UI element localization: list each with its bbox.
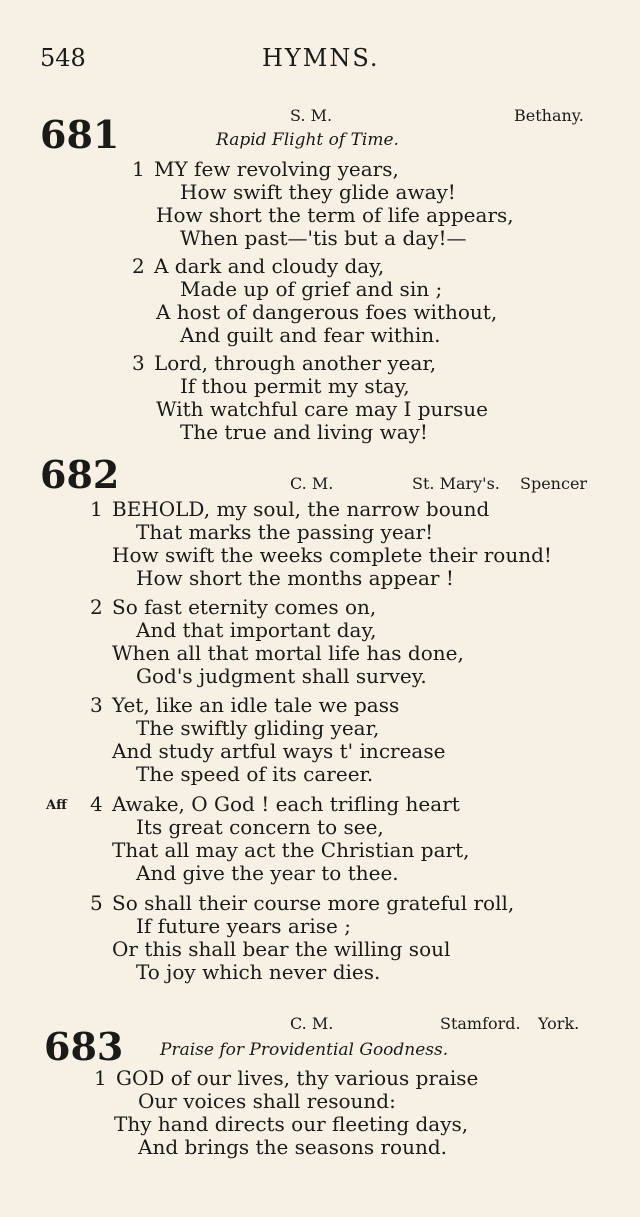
tune-name: Bethany. [514, 106, 584, 125]
verse-number: 2 [90, 595, 103, 619]
verse-line: And give the year to thee. [136, 861, 399, 885]
page-number: 548 [40, 44, 86, 72]
verse-line: 2 A dark and cloudy day, [132, 254, 385, 278]
verse-line: 1 BEHOLD, my soul, the narrow bound [90, 497, 490, 521]
verse-line: If thou permit my stay, [180, 374, 410, 398]
hymn-meter: C. M. [290, 474, 334, 493]
verse-number: 1 [94, 1066, 107, 1090]
verse-line: And that important day, [136, 618, 377, 642]
hymn-number: 681 [40, 112, 120, 157]
verse-line: 1 GOD of our lives, thy various praise [94, 1066, 479, 1090]
verse-line: When all that mortal life has done, [112, 641, 464, 665]
verse-line: And brings the seasons round. [138, 1135, 448, 1159]
verse-line: The speed of its career. [136, 762, 374, 786]
tune-name: St. Mary's. [412, 474, 500, 493]
verse-line: To joy which never dies. [136, 960, 381, 984]
verse-line: 5 So shall their course more grateful roll, [90, 891, 515, 915]
verse-number: 3 [132, 351, 145, 375]
verse-line: If future years arise ; [136, 914, 351, 938]
verse-line: How swift they glide away! [180, 180, 456, 204]
verse-line: Thy hand directs our fleeting days, [114, 1112, 469, 1136]
verse-line: The true and living way! [180, 420, 428, 444]
verse-line: That marks the passing year! [136, 520, 434, 544]
verse-line: 3 Yet, like an idle tale we pass [90, 693, 400, 717]
hymn-title: Rapid Flight of Time. [216, 130, 399, 150]
verse-line: Or this shall bear the willing soul [112, 937, 451, 961]
tune-name: Spencer [520, 474, 588, 493]
verse-line: Its great concern to see, [136, 815, 384, 839]
verse-line: With watchful care may I pursue [156, 397, 488, 421]
verse-line: Made up of grief and sin ; [180, 277, 443, 301]
hymn-meter: S. M. [290, 106, 333, 125]
verse-line: And study artful ways t' increase [112, 739, 446, 763]
verse-line: 1 MY few revolving years, [132, 157, 399, 181]
verse-line: 4 Awake, O God ! each trifling heart [90, 792, 460, 816]
hymn-title: Praise for Providential Goodness. [160, 1040, 449, 1060]
verse-line: 2 So fast eternity comes on, [90, 595, 377, 619]
verse-line: How short the term of life appears, [156, 203, 514, 227]
verse-number: 4 [90, 792, 103, 816]
hymn-number: 682 [40, 452, 120, 497]
verse-number: 3 [90, 693, 103, 717]
verse-line: Our voices shall resound: [138, 1089, 396, 1113]
verse-number: 2 [132, 254, 145, 278]
verse-line: When past—'tis but a day!— [180, 226, 467, 250]
running-head: HYMNS. [262, 44, 380, 72]
verse-line: That all may act the Christian part, [112, 838, 470, 862]
verse-mark: Aff [46, 798, 67, 813]
verse-line: How swift the weeks complete their round! [112, 543, 552, 567]
verse-number: 1 [90, 497, 103, 521]
verse-line: How short the months appear ! [136, 566, 454, 590]
hymn-number: 683 [44, 1024, 124, 1069]
verse-number: 5 [90, 891, 103, 915]
tune-name: York. [538, 1014, 580, 1033]
verse-line: And guilt and fear within. [180, 323, 441, 347]
verse-line: A host of dangerous foes without, [156, 300, 498, 324]
tune-name: Stamford. [440, 1014, 521, 1033]
verse-line: God's judgment shall survey. [136, 664, 427, 688]
hymn-meter: C. M. [290, 1014, 334, 1033]
verse-number: 1 [132, 157, 145, 181]
verse-line: The swiftly gliding year, [136, 716, 380, 740]
verse-line: 3 Lord, through another year, [132, 351, 437, 375]
